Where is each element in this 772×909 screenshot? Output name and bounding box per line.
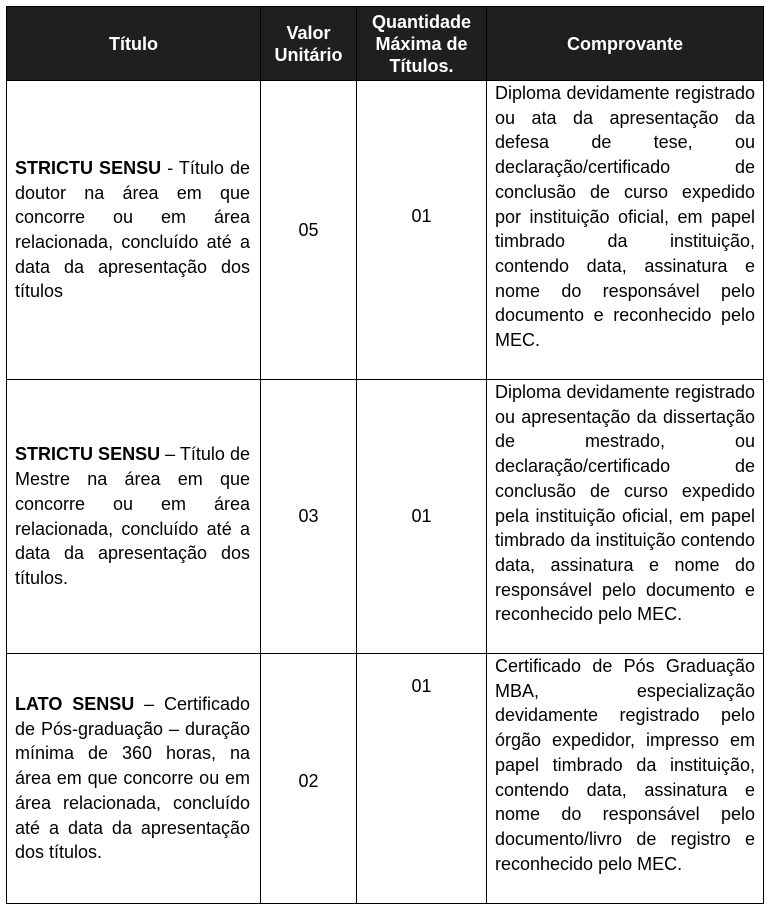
cell-titulo xyxy=(7,654,261,904)
cell-valor: 02 xyxy=(261,654,357,904)
header-row xyxy=(7,7,764,81)
table-row xyxy=(7,380,764,654)
cell-titulo xyxy=(7,380,261,654)
titulo-text: - Título de doutor na área em que concorre ou em área relacionada, concluído até a data da apresentação dos títulos xyxy=(15,157,250,302)
cell-quantidade: 01 xyxy=(357,380,487,654)
titulo-text: – Título de Mestre na área em que concorre ou em área relacionada, concluído até a data da apresentação dos títulos. xyxy=(15,444,250,588)
cell-comprovante: Diploma devidamente registrado ou ata da apresentação da defesa de tese, ou declaração/certificado de conclusão de curso expedido por instituição oficial, em papel timbrado da instituição, contendo data, assinatura e nome do responsável pelo documento e reconhecido pelo MEC. xyxy=(487,81,764,380)
cell-comprovante: Diploma devidamente registrado ou apresentação da dissertação de mestrado, ou declaração/certificado de conclusão de curso expedido pela instituição oficial, em papel timbrado da instituição contendo data, assinatura e nome do responsável pelo documento e reconhecido pelo MEC. xyxy=(487,380,764,654)
table-row xyxy=(7,654,764,904)
cell-valor: 05 xyxy=(261,81,357,380)
titulo-bold: STRICTU SENSU xyxy=(15,157,162,178)
cell-quantidade: 01 xyxy=(357,81,487,380)
cell-comprovante: Certificado de Pós Graduação MBA, especialização devidamente registrado pelo órgão expedidor, impresso em papel timbrado da instituição, contendo data, assinatura e nome do responsável pelo documento/livro de registro e reconhecido pelo MEC. xyxy=(487,654,764,904)
header-quantidade: Quantidade Máxima de Títulos. xyxy=(357,7,487,81)
cell-valor: 03 xyxy=(261,380,357,654)
header-valor: Valor Unitário xyxy=(261,7,357,81)
titles-table xyxy=(6,6,764,904)
table-row xyxy=(7,81,764,380)
cell-titulo xyxy=(7,81,261,380)
header-comprovante: Comprovante xyxy=(487,7,764,81)
titulo-bold: LATO SENSU xyxy=(15,694,135,715)
header-titulo: Título xyxy=(7,7,261,81)
titulo-bold: STRICTU SENSU xyxy=(15,444,161,465)
titulo-text: – Certificado de Pós-graduação – duração mínima de 360 horas, na área em que concorre ou em área relacionada, concluído até a data da apresentação dos títulos. xyxy=(15,694,250,863)
table-header xyxy=(7,7,764,81)
cell-quantidade: 01 xyxy=(357,654,487,904)
